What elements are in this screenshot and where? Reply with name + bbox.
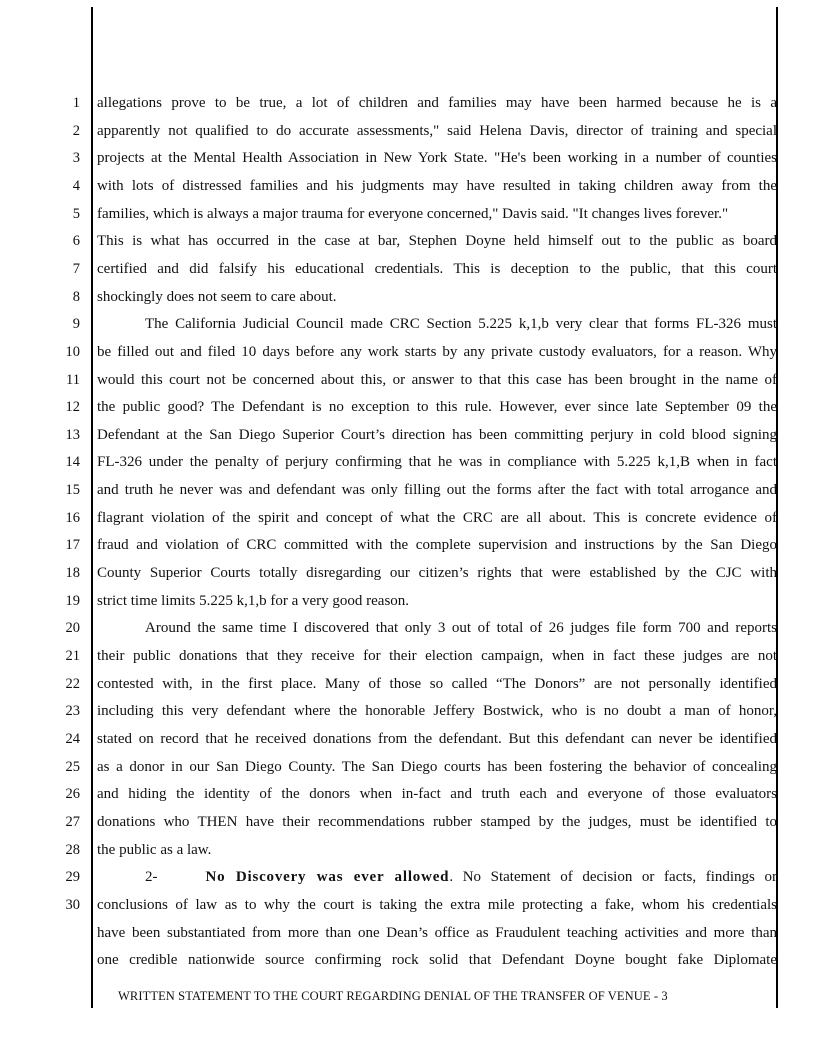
text-line: shockingly does not seem to care about. — [97, 288, 337, 305]
text-line: including this very defendant where the honorable Jeffery Bostwick, who is no doubt a man of honor, — [97, 703, 777, 720]
line-number: 14 — [65, 454, 80, 471]
text-line: This is what has occurred in the case at bar, Stephen Doyne held himself out to the public as board — [97, 233, 777, 250]
line-number: 2 — [72, 122, 80, 139]
text-line: Defendant at the San Diego Superior Court’s direction has been committing perjury in cold blood signing — [97, 426, 777, 443]
line-number: 8 — [72, 288, 80, 305]
text-line: flagrant violation of the spirit and concept of what the CRC are all about. This is concrete evidence of — [97, 509, 777, 526]
text-line: the public good? The Defendant is no exception to this rule. However, ever since late September 09 the — [97, 399, 777, 416]
line-number: 29 — [65, 869, 80, 886]
text-line: stated on record that he received donations from the defendant. But this defendant can never be identified — [97, 730, 777, 747]
text-line: one credible nationwide source confirming rock solid that Defendant Doyne bought fake Diplomate — [97, 952, 777, 969]
line-number: 17 — [65, 537, 80, 554]
text-line: as a donor in our San Diego County. The San Diego courts has been fostering the behavior of concealing — [97, 758, 777, 775]
line-number: 16 — [65, 509, 80, 526]
text-line: projects at the Mental Health Association in New York State. "He's been working in a number of counties — [97, 150, 777, 167]
left-margin-rule — [91, 7, 93, 1008]
text-line: County Superior Courts totally disregarding our citizen’s rights that were established by the CJC with — [97, 565, 777, 582]
page-footer: WRITTEN STATEMENT TO THE COURT REGARDING DENIAL OF THE TRANSFER OF VENUE - 3 — [118, 989, 668, 1003]
text-line: with lots of distressed families and his judgments may have resulted in taking children away from the — [97, 177, 777, 194]
text-line: certified and did falsify his educational credentials. This is deception to the public, that this court — [97, 260, 777, 277]
text-line: and hiding the identity of the donors when in-fact and truth each and everyone of those evaluators — [97, 786, 777, 803]
line-number: 5 — [72, 205, 80, 222]
line-number: 24 — [65, 730, 80, 747]
line-number: 18 — [65, 565, 80, 582]
line-number: 21 — [65, 648, 80, 664]
line-number: 19 — [65, 592, 80, 609]
text-line: be filled out and filed 10 days before any work starts by any private custody evaluators, for a reason. Why — [97, 343, 777, 360]
line-number: 23 — [65, 703, 80, 720]
line-number: 12 — [65, 399, 80, 416]
section-number: 2- — [145, 869, 158, 886]
text-line: conclusions of law as to why the court is taking the extra mile protecting a fake, whom his credentials — [97, 896, 777, 913]
line-number: 25 — [65, 758, 80, 775]
text-line: families, which is always a major trauma for everyone concerned," Davis said. "It changes lives forever." — [97, 205, 729, 222]
line-number: 7 — [72, 260, 80, 277]
text-line: their public donations that they receive for their election campaign, when in fact these judges are not — [97, 648, 777, 664]
line-number: 28 — [65, 841, 80, 858]
paragraph-first-line: Around the same time I discovered that only 3 out of total of 26 judges file form 700 and reports — [145, 620, 777, 637]
line-number: 20 — [65, 620, 80, 637]
line-number: 10 — [65, 343, 80, 360]
text-line: have been substantiated from more than one Dean’s office as Fraudulent teaching activities and more than — [97, 924, 777, 941]
section-heading-line — [97, 864, 777, 892]
paragraph-first-line: The California Judicial Council made CRC Section 5.225 k,1,b very clear that forms FL-326 must — [145, 316, 777, 333]
text-line: fraud and violation of CRC committed with the complete supervision and instructions by the San Diego — [97, 537, 777, 554]
line-number: 26 — [65, 786, 80, 803]
line-number: 3 — [72, 150, 80, 167]
text-line: allegations prove to be true, a lot of children and families may have been harmed because he is a — [97, 95, 777, 111]
text-line: contested with, in the first place. Many of those so called “The Donors” are not personally identified — [97, 675, 777, 692]
line-number: 11 — [66, 371, 80, 388]
text-line: strict time limits 5.225 k,1,b for a very good reason. — [97, 592, 410, 609]
text-line: donations who THEN have their recommendations rubber stamped by the judges, must be identified to — [97, 813, 777, 830]
line-number: 30 — [65, 896, 80, 913]
section-heading: No Discovery was ever allowed — [205, 869, 450, 886]
text-line: apparently not qualified to do accurate assessments," said Helena Davis, director of training and special — [97, 122, 777, 139]
text-line: FL-326 under the penalty of perjury confirming that he was in compliance with 5.225 k,1,B when in fact — [97, 454, 777, 471]
line-number: 15 — [65, 482, 80, 499]
line-number: 1 — [72, 95, 80, 111]
text-line: the public as a law. — [97, 841, 212, 858]
line-number: 13 — [65, 426, 80, 443]
line-number: 27 — [65, 813, 80, 830]
line-number: 9 — [72, 316, 80, 333]
line-number: 4 — [72, 177, 80, 194]
line-number: 22 — [65, 675, 80, 692]
text-line: would this court not be concerned about this, or answer to that this case has been brought in the name of — [97, 371, 777, 388]
section-heading-rest: . No Statement of decision or facts, findings or — [449, 869, 777, 886]
text-line: and truth he never was and defendant was only filling out the forms after the fact with total arrogance and — [97, 482, 777, 499]
line-number: 6 — [72, 233, 80, 250]
